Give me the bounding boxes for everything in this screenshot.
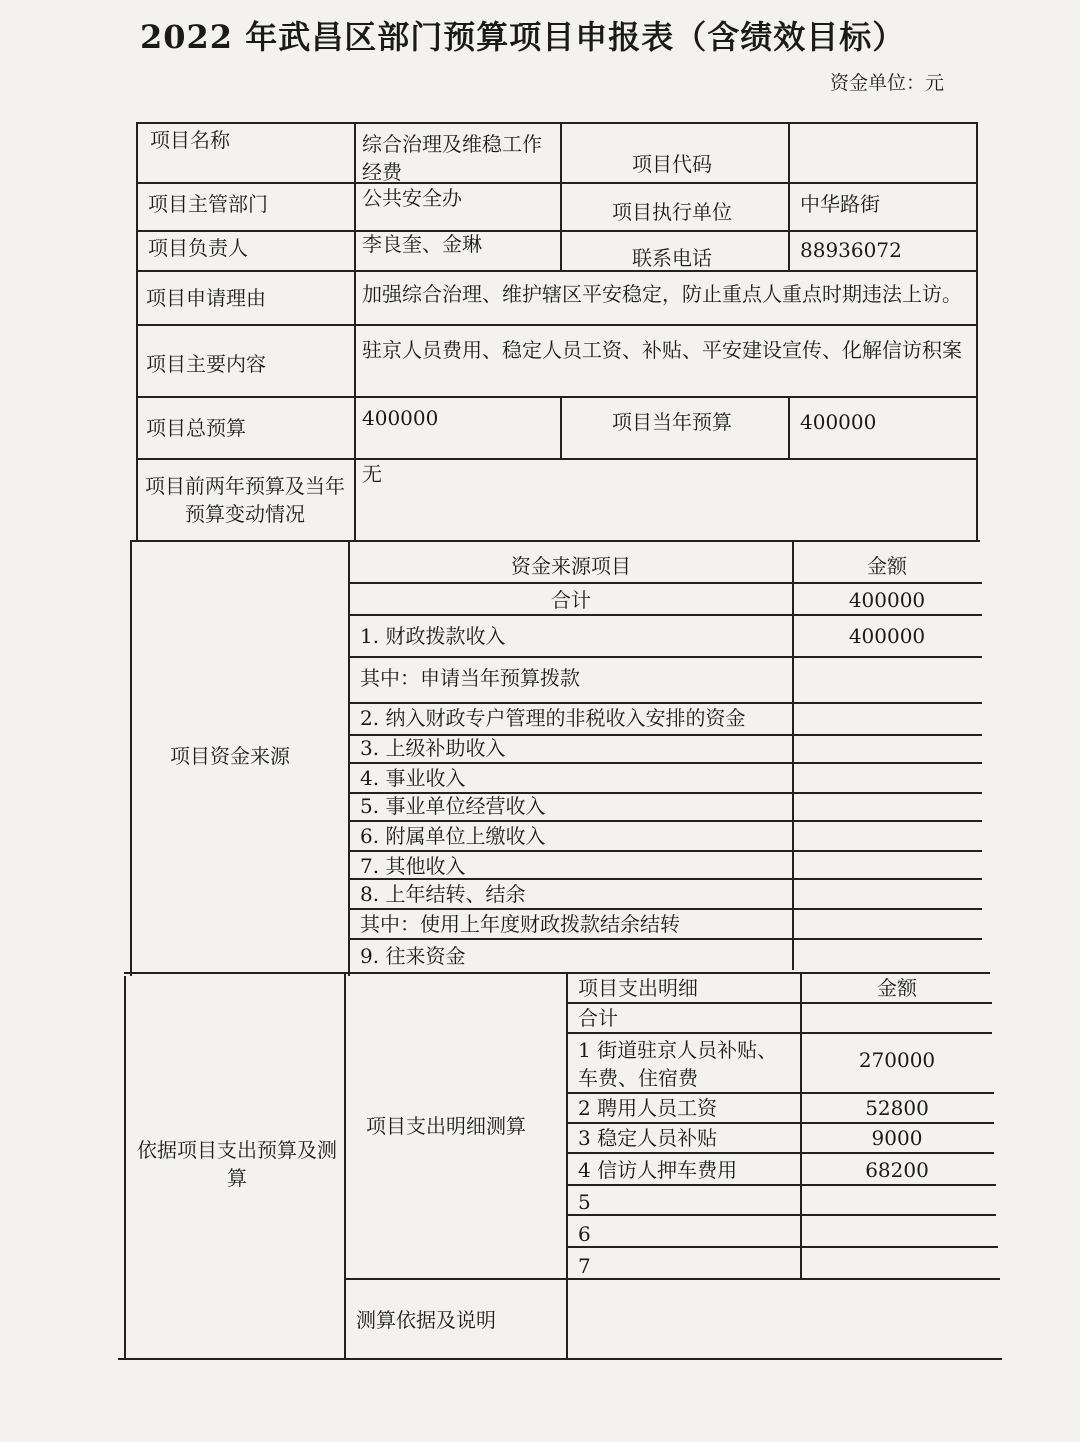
- expense-row-label: 7: [578, 1254, 591, 1278]
- funding-row-label: 1. 财政拨款收入: [360, 624, 506, 648]
- phone-value: 88936072: [800, 238, 902, 262]
- table-border: [566, 1002, 992, 1004]
- funding-row-label: 3. 上级补助收入: [360, 736, 506, 760]
- table-border: [560, 396, 562, 458]
- table-border: [348, 582, 982, 584]
- year-budget-value: 400000: [800, 410, 877, 434]
- dept-label: 项目主管部门: [148, 192, 268, 216]
- leader-label: 项目负责人: [148, 236, 248, 260]
- funding-row-amount: 400000: [848, 588, 926, 612]
- exec-unit-value: 中华路街: [800, 192, 880, 216]
- project-name-label: 项目名称: [150, 128, 230, 152]
- expense-col-item: 项目支出明细: [578, 976, 698, 1000]
- funding-row-label: 5. 事业单位经营收入: [360, 794, 546, 818]
- table-border: [560, 122, 562, 270]
- table-border: [348, 656, 982, 658]
- expense-row-label: 1 街道驻京人员补贴、车费、住宿费: [578, 1038, 778, 1090]
- phone-label: 联系电话: [632, 246, 712, 270]
- funding-col-item: 资金来源项目: [511, 554, 631, 578]
- basis-label: 测算依据及说明: [356, 1308, 496, 1332]
- content-label: 项目主要内容: [146, 352, 266, 376]
- unit-label: 资金单位：元: [830, 72, 945, 94]
- project-name-value: 综合治理及维稳工作经费: [362, 132, 542, 184]
- funding-row-label: 4. 事业收入: [360, 766, 466, 790]
- expense-row-label: 3 稳定人员补贴: [578, 1126, 718, 1150]
- table-border: [348, 614, 982, 616]
- table-border: [566, 1246, 998, 1248]
- change-label: 项目前两年预算及当年预算变动情况: [145, 474, 345, 526]
- table-border: [136, 270, 976, 272]
- table-border: [566, 1214, 996, 1216]
- table-border: [344, 1278, 1000, 1280]
- funding-col-amount: 金额: [867, 554, 907, 578]
- funding-row-label: 7. 其他收入: [360, 854, 466, 878]
- funding-section-label: 项目资金来源: [170, 744, 290, 768]
- expense-row-label: 2 聘用人员工资: [578, 1096, 718, 1120]
- expense-detail-label: 项目支出明细测算: [366, 1114, 526, 1138]
- funding-row-label: 其中：使用上年度财政拨款结余结转: [360, 912, 680, 936]
- table-border: [354, 122, 356, 542]
- total-budget-value: 400000: [362, 406, 439, 430]
- expense-row-amount: 68200: [865, 1158, 929, 1182]
- funding-row-amount: 400000: [848, 624, 926, 648]
- reason-value: 加强综合治理、维护辖区平安稳定，防止重点人重点时期违法上访。: [362, 282, 962, 306]
- page-title: 2022 年武昌区部门预算项目申报表（含绩效目标）: [140, 18, 906, 56]
- table-border: [566, 1184, 996, 1186]
- table-border: [344, 972, 346, 1358]
- expense-row-label: 4 信访人押车费用: [578, 1158, 738, 1182]
- leader-value: 李良奎、金琳: [362, 232, 482, 256]
- year-budget-label: 项目当年预算: [612, 410, 732, 434]
- table-border: [136, 324, 976, 326]
- table-border: [566, 1152, 994, 1154]
- table-border: [138, 122, 978, 124]
- table-border: [136, 230, 976, 232]
- expense-row-amount: 9000: [871, 1126, 923, 1150]
- table-border: [566, 1032, 992, 1034]
- expense-row-amount: 52800: [865, 1096, 929, 1120]
- table-border: [566, 972, 568, 1358]
- table-border: [348, 938, 982, 940]
- expense-row-amount: 270000: [858, 1048, 936, 1072]
- table-border: [788, 122, 790, 270]
- funding-row-label: 8. 上年结转、结余: [360, 882, 526, 906]
- expense-col-amount: 金额: [877, 976, 917, 1000]
- total-budget-label: 项目总预算: [146, 416, 246, 440]
- table-border: [130, 540, 132, 976]
- expense-row-label: 5: [578, 1190, 591, 1214]
- funding-row-label: 其中：申请当年预算拨款: [360, 666, 580, 690]
- funding-row-label: 6. 附属单位上缴收入: [360, 824, 546, 848]
- table-border: [788, 396, 790, 458]
- dept-value: 公共安全办: [362, 186, 462, 210]
- change-value: 无: [362, 462, 382, 486]
- funding-row-label: 2. 纳入财政专户管理的非税收入安排的资金: [360, 706, 746, 730]
- expense-row-label: 6: [578, 1222, 591, 1246]
- content-value: 驻京人员费用、稳定人员工资、补贴、平安建设宣传、化解信访积案: [362, 338, 962, 362]
- expense-row-label: 合计: [578, 1006, 618, 1030]
- table-border: [136, 458, 976, 460]
- table-border: [136, 122, 138, 542]
- exec-unit-label: 项目执行单位: [612, 200, 732, 224]
- expense-section-label: 依据项目支出预算及测算: [137, 1138, 337, 1190]
- table-border: [124, 976, 126, 1360]
- funding-row-label: 合计: [551, 588, 591, 612]
- project-code-label: 项目代码: [632, 152, 712, 176]
- funding-row-label: 9. 往来资金: [360, 944, 466, 968]
- table-border: [976, 122, 978, 542]
- reason-label: 项目申请理由: [146, 286, 266, 310]
- table-border: [136, 396, 976, 398]
- table-border: [118, 1358, 1002, 1360]
- table-border: [130, 540, 980, 542]
